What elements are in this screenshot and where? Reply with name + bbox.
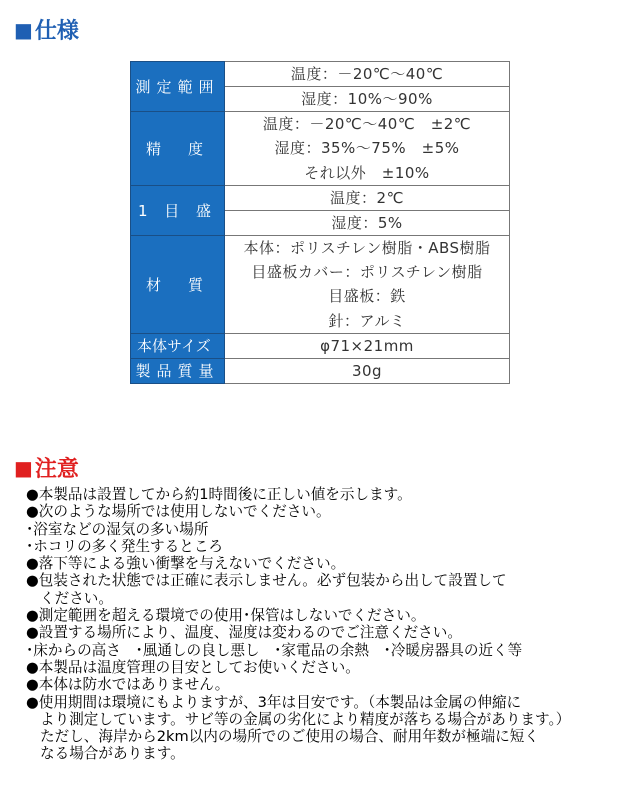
- notes-heading: [14, 452, 79, 483]
- note-line: ●落下等による強い衝撃を与えないでください。: [26, 555, 346, 573]
- square-bullet-icon: ■: [14, 17, 33, 42]
- table-cell: 湿度：10%～90%: [225, 87, 510, 112]
- table-cell: φ71×21mm: [225, 333, 510, 358]
- table-row: [131, 333, 510, 358]
- note-line: ●使用期間は環境にもよりますが、3年は目安です。（本製品は金属の伸縮に: [26, 693, 522, 711]
- table-cell: 目盛板カバー：ポリスチレン樹脂: [225, 260, 510, 285]
- note-line: ●測定範囲を超える環境での使用･保管はしないでください。: [26, 607, 426, 625]
- row-label-range: 測定範囲: [131, 62, 225, 112]
- spec-heading: [14, 14, 79, 45]
- spec-table: [130, 61, 510, 384]
- row-label-accuracy: 精 度: [131, 112, 225, 186]
- note-line: ●設置する場所により、温度、湿度は変わるのでご注意ください。: [26, 624, 462, 642]
- row-label-weight: 製品質量: [131, 358, 225, 383]
- table-row: [131, 185, 510, 210]
- note-line: なる場合があります。: [40, 745, 185, 763]
- note-line: ●本製品は設置してから約1時間後に正しい値を示します。: [26, 486, 412, 503]
- note-line: ●本製品は温度管理の目安としてお使いください。: [26, 658, 360, 676]
- table-cell: 本体：ポリスチレン樹脂・ABS樹脂: [225, 235, 510, 260]
- note-line: ●包装された状態では正確に表示しません。必ず包装から出して設置して: [26, 572, 507, 590]
- table-row: [131, 62, 510, 87]
- table-row: [131, 235, 510, 260]
- notes-title: 注意: [34, 457, 79, 482]
- spec-title: 仕様: [34, 19, 79, 44]
- notes-list: [26, 486, 626, 763]
- row-label-scale: 1 目 盛: [131, 185, 225, 235]
- table-cell: 湿度：5%: [225, 210, 510, 235]
- row-label-material: 材 質: [131, 235, 225, 333]
- note-line: ●次のような場所では使用しないでください。: [26, 503, 331, 521]
- note-line: ･ホコリの多く発生するところ: [26, 537, 224, 555]
- table-cell: 温度：－20℃～40℃ ±2℃: [225, 112, 510, 137]
- table-cell: 目盛板：鉄: [225, 284, 510, 309]
- table-cell: 針：アルミ: [225, 309, 510, 334]
- square-bullet-icon: ■: [14, 455, 33, 480]
- note-line: ･床からの高さ ･風通しの良し悪し ･家電品の余熱 ･冷暖房器具の近く等: [26, 641, 523, 659]
- note-line: ●本体は防水ではありません。: [26, 676, 230, 694]
- table-cell: 湿度：35%～75% ±5%: [225, 136, 510, 161]
- row-label-size: 本体サイズ: [131, 333, 225, 358]
- note-line: ･浴室などの湿気の多い場所: [26, 520, 209, 538]
- table-row: [131, 358, 510, 383]
- table-cell: 30g: [225, 358, 510, 383]
- table-cell: 温度：2℃: [225, 185, 510, 210]
- note-line: より測定しています。サビ等の金属の劣化により精度が落ちる場合があります。）: [40, 710, 571, 728]
- table-row: [131, 112, 510, 137]
- table-cell: 温度：－20℃～40℃: [225, 62, 510, 87]
- note-line: ただし、海岸から2km以内の場所でのご使用の場合、耐用年数が極端に短く: [40, 728, 539, 746]
- note-line: ください。: [40, 589, 113, 607]
- table-cell: それ以外 ±10%: [225, 161, 510, 186]
